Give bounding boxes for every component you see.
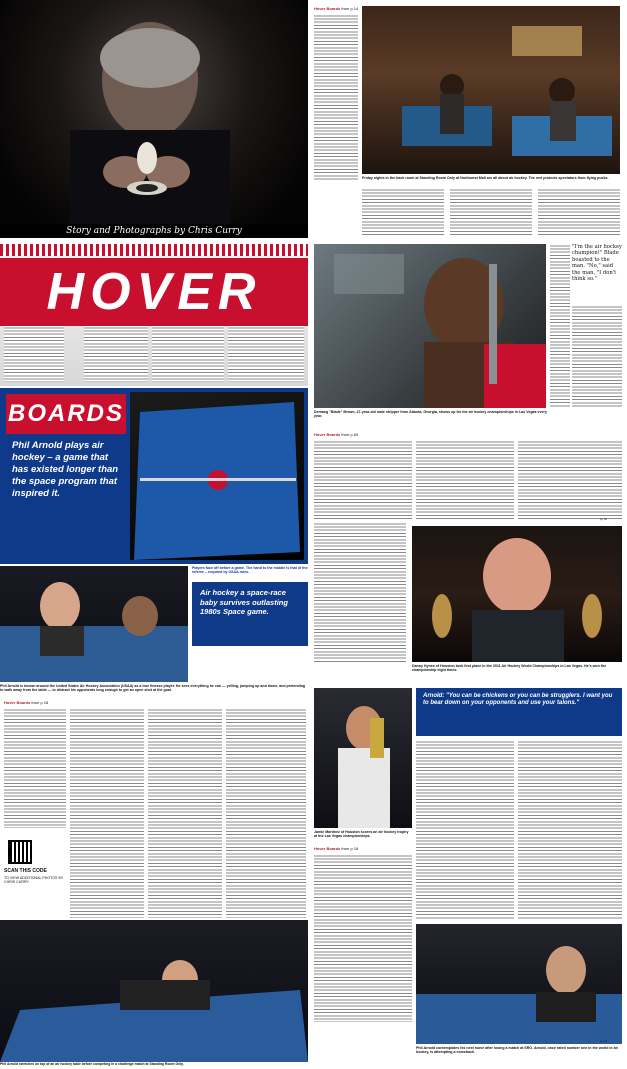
- stretching-caption: Phil Arnold stretches on top of an air hockey table before competing in a challenge match at Standing Room Only.: [0, 1062, 184, 1066]
- article-column: [518, 440, 622, 520]
- contemplating-caption: Phil Arnold contemplates his next move after losing a match at SRO. Arnold, once rated number one in the world in air hockey, is attempting a comeback.: [416, 1046, 619, 1055]
- deck-text: Phil Arnold plays air hockey – a game that has existed longer than the space program that inspired it.: [12, 440, 119, 499]
- contemplating-illustration: [416, 924, 622, 1044]
- table-illustration: [130, 392, 304, 560]
- article-column: [450, 188, 532, 236]
- article-column: [550, 244, 570, 408]
- article-column: [314, 854, 412, 1022]
- article-column: [314, 522, 406, 662]
- article-column: [362, 188, 444, 236]
- article-column: [572, 305, 622, 408]
- air-hockey-table-photo: [130, 392, 304, 560]
- folio-heading: Hover Boards from p 14: [314, 6, 359, 11]
- article-column: [226, 708, 306, 918]
- article-column: [148, 708, 222, 918]
- decorative-stripe: [0, 244, 308, 256]
- cover-photo-portrait: [0, 0, 308, 238]
- article-column: [4, 708, 66, 828]
- hynes-caption: Danny Hynes of Houston took first place in the 2011 Air Hockey World Championships in Las Vegas. He's won the championship eight times.: [412, 664, 607, 673]
- portrait-illustration: [0, 0, 308, 238]
- arcade-caption: Friday nights in the back room at Standing Room Only at Northwest Mall are all about air hockey. The reel protects spectators from flying pucks.: [362, 176, 609, 180]
- faceoff-caption: Players face off before a game. The hand to the middle is that of the referee – required by USAA rules.: [192, 566, 308, 575]
- headline-hover: HOVER: [0, 258, 308, 326]
- stretching-illustration: [0, 920, 308, 1062]
- article-column: [416, 740, 514, 920]
- folio-heading: Hover Boards from p 18: [314, 846, 359, 851]
- qr-sublabel: TO VIEW ADDITIONAL PHOTOS BY CHRIS CURRY: [4, 876, 64, 885]
- qr-code[interactable]: [8, 840, 32, 864]
- arnold-caption: Phil Arnold is known around the United States Air Hockey Association (USAA) as a true finesse player. He sees everything he can — yelling, jumping up and down, and pretending to walk away from the table — to distract his opponents long enough to get an open shot at the goal.: [0, 684, 306, 693]
- pull-quote-panel: Arnold: "You can be chickens or you can be strugglers. I want you to bear down on your opponents and use your talons.": [416, 688, 622, 736]
- folio-mark: sp 60: [600, 518, 608, 521]
- blade-brown-photo: [314, 244, 546, 408]
- article-column: [70, 708, 144, 918]
- danny-hynes-photo: [412, 526, 622, 662]
- pull-quote: "I'm the air hockey champion!" Blade boasted to the man. "No," said the man, "I don't think so.": [572, 244, 622, 283]
- article-column: [314, 14, 358, 180]
- byline-bar: Story and Photographs by Chris Curry: [0, 224, 308, 238]
- article-column: [314, 440, 412, 520]
- folio-mark: sp 20: [600, 1040, 608, 1043]
- folio-heading: Hover Boards from p 60: [314, 432, 359, 437]
- intro-column: [152, 326, 224, 382]
- qr-label: SCAN THIS CODE: [4, 868, 47, 874]
- folio-heading: Hover Boards from p 18: [4, 700, 49, 705]
- intro-column: [84, 326, 148, 382]
- headline-boards: BOARDS: [6, 394, 126, 434]
- hynes-illustration: [412, 526, 622, 662]
- blade-caption: Demang "Blade" Brown, 47-year-old male stripper from Atlanta, Georgia, shows up for the air hockey championships in Las Vegas every year.: [314, 410, 547, 419]
- article-column: [416, 440, 514, 520]
- article-column: [538, 188, 620, 236]
- side-quote-panel: Air hockey a space-race baby survives outlasting 1980s Space game.: [192, 582, 308, 646]
- faceoff-photo: [0, 566, 188, 682]
- blade-illustration: [314, 244, 546, 408]
- arcade-illustration: [362, 6, 620, 174]
- stretching-photo: [0, 920, 308, 1062]
- faceoff-illustration: [0, 566, 188, 682]
- article-column: [518, 740, 622, 920]
- intro-column: [228, 326, 304, 382]
- arcade-photo: [362, 6, 620, 174]
- martinez-caption: Jamie Martinez of Houston scores an air hockey trophy at the Las Vegas championships.: [314, 830, 409, 839]
- martinez-photo: [314, 688, 412, 828]
- contemplating-photo: [416, 924, 622, 1044]
- martinez-illustration: [314, 688, 412, 828]
- intro-column: [4, 326, 64, 382]
